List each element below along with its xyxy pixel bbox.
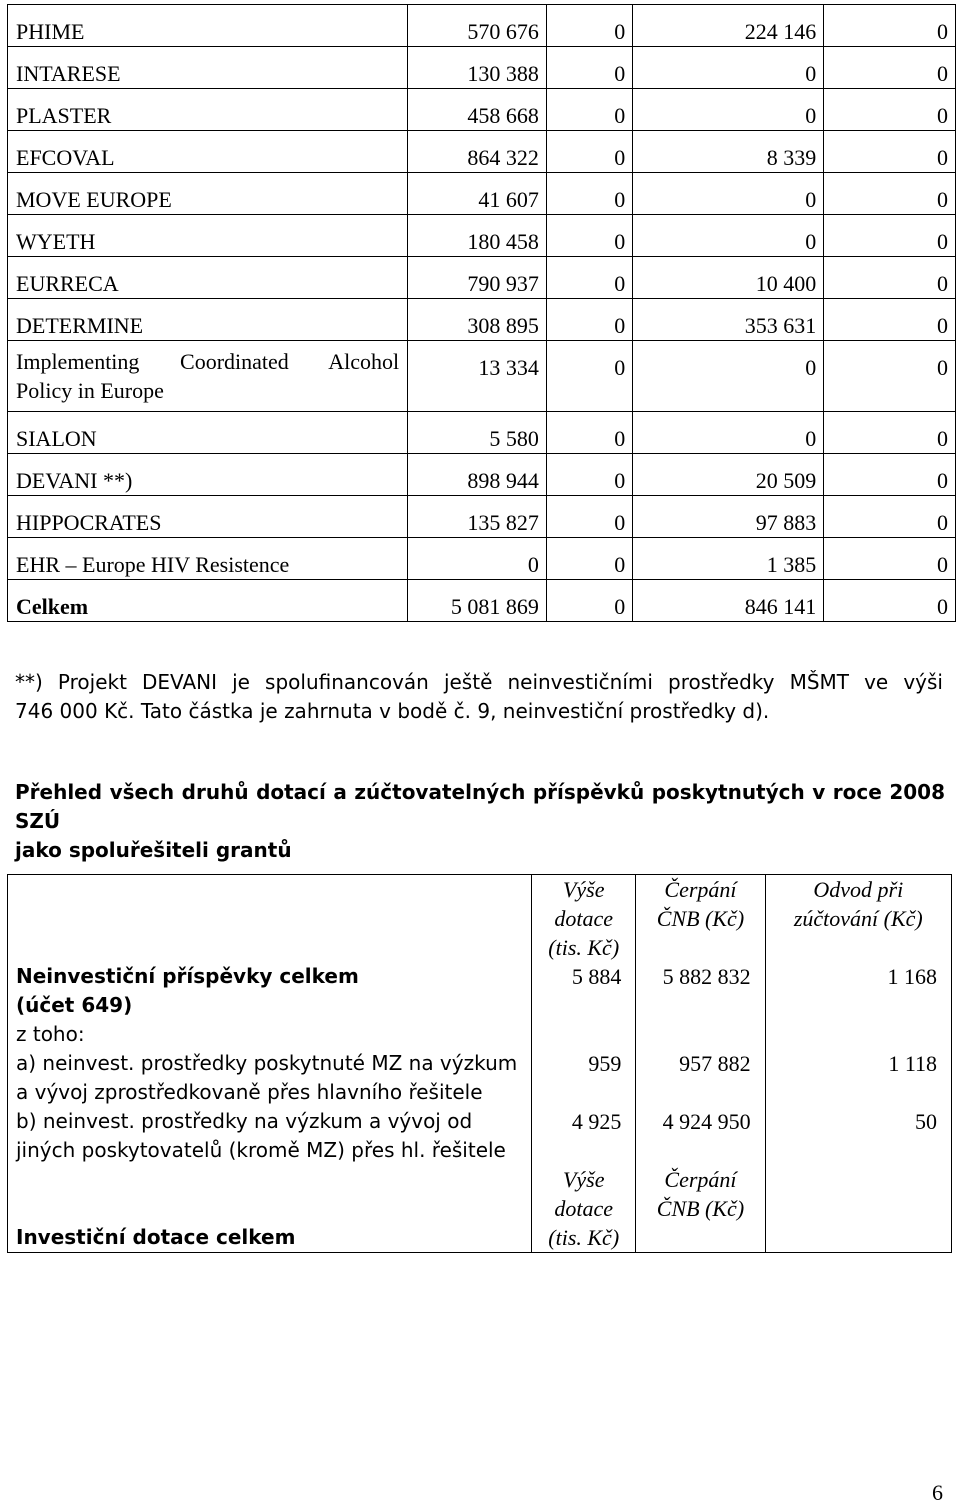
investment-label: Investiční dotace celkem (16, 1225, 296, 1249)
value-cell: 0 (824, 341, 956, 412)
value-cell: 224 146 (633, 5, 824, 47)
value-cell: 8 339 (633, 131, 824, 173)
value-cell: 0 (824, 496, 956, 538)
project-name: MOVE EUROPE (8, 173, 408, 215)
total-vyse: 5 884 (571, 964, 622, 989)
value-cell: 0 (824, 215, 956, 257)
value-cell: 97 883 (633, 496, 824, 538)
value-cell: 0 (546, 131, 632, 173)
value-cell: 864 322 (408, 131, 547, 173)
value-cell: 0 (546, 454, 632, 496)
value-cell: 135 827 (408, 496, 547, 538)
value-cell: 898 944 (408, 454, 547, 496)
total-account: (účet 649) (16, 993, 133, 1017)
value-cell: 0 (824, 538, 956, 580)
project-name: EURRECA (8, 257, 408, 299)
project-name: PHIME (8, 5, 408, 47)
project-name: EHR – Europe HIV Resistence (8, 538, 408, 580)
value-cell: 130 388 (408, 47, 547, 89)
value-cell: 0 (546, 257, 632, 299)
value-cell: 0 (824, 47, 956, 89)
project-name: EFCOVAL (8, 131, 408, 173)
table-row (8, 454, 956, 496)
table-row (8, 580, 956, 622)
total-label: Celkem (8, 580, 408, 622)
projects-table (7, 4, 956, 622)
grants-total-row (8, 962, 952, 1049)
value-cell: 0 (546, 47, 632, 89)
value-cell: 0 (546, 89, 632, 131)
col-header-cerpani: Čerpání ČNB (Kč) (636, 875, 765, 963)
grants-investment-row (8, 1165, 952, 1253)
grants-table (7, 874, 952, 1253)
value-cell: 0 (408, 538, 547, 580)
table-row (8, 496, 956, 538)
value-cell: 0 (824, 131, 956, 173)
value-cell: 0 (546, 173, 632, 215)
value-cell: 0 (824, 89, 956, 131)
value-cell: 0 (633, 47, 824, 89)
value-cell: 846 141 (633, 580, 824, 622)
value-cell: 0 (546, 496, 632, 538)
devani-footnote (15, 668, 943, 726)
value-cell: 41 607 (408, 173, 547, 215)
value-cell: 0 (824, 299, 956, 341)
value-cell: 458 668 (408, 89, 547, 131)
value-cell: 180 458 (408, 215, 547, 257)
col-header-odvod: Odvod při zúčtování (Kč) (765, 875, 951, 963)
project-name: DETERMINE (8, 299, 408, 341)
footnote-line-2: 746 000 Kč. Tato částka je zahrnuta v bodě č. 9, neinvestiční prostředky d). (15, 699, 770, 723)
value-cell: 308 895 (408, 299, 547, 341)
value-cell: 10 400 (633, 257, 824, 299)
value-cell: 0 (546, 5, 632, 47)
table-row (8, 215, 956, 257)
table-row (8, 47, 956, 89)
grants-header-row (8, 875, 952, 963)
value-cell: 0 (546, 299, 632, 341)
table-row (8, 538, 956, 580)
total-label: Neinvestiční příspěvky celkem (16, 964, 359, 988)
grants-row-b: b) neinvest. prostředky na výzkum a vývoj od jiných poskytovatelů (kromě MZ) přes hl. řešitele 4 925 4 924 950 50 (8, 1107, 952, 1165)
value-cell: 1 385 (633, 538, 824, 580)
value-cell: 570 676 (408, 5, 547, 47)
value-cell: 0 (546, 580, 632, 622)
of-which-label: z toho: (16, 1022, 85, 1046)
table-row (8, 131, 956, 173)
footnote-line-1: **) Projekt DEVANI je spolufinancován ještě neinvestičními prostředky MŠMT ve výši (15, 670, 943, 694)
value-cell: 0 (546, 341, 632, 412)
value-cell: 0 (824, 173, 956, 215)
value-cell: 0 (633, 341, 824, 412)
inv-col-header-cerpani: Čerpání ČNB (Kč) (636, 1165, 765, 1253)
value-cell: 0 (546, 538, 632, 580)
table-row (8, 341, 956, 412)
project-name: INTARESE (8, 47, 408, 89)
project-name: SIALON (8, 412, 408, 454)
value-cell: 5 580 (408, 412, 547, 454)
value-cell: 0 (633, 412, 824, 454)
table-row (8, 173, 956, 215)
grants-row-a: a) neinvest. prostředky poskytnuté MZ na výzkum a vývoj zprostředkovaně přes hlavního řešitele 959 957 882 1 118 (8, 1049, 952, 1107)
value-cell: 0 (633, 89, 824, 131)
value-cell: 353 631 (633, 299, 824, 341)
value-cell: 0 (824, 5, 956, 47)
value-cell: 0 (824, 580, 956, 622)
project-name: PLASTER (8, 89, 408, 131)
total-cerpani: 5 882 832 (662, 964, 751, 989)
value-cell: 0 (824, 257, 956, 299)
heading-line-1: Přehled všech druhů dotací a zúčtovatelných příspěvků poskytnutých v roce 2008 SZÚ (15, 780, 945, 833)
table-row (8, 412, 956, 454)
value-cell: 0 (633, 173, 824, 215)
heading-line-2: jako spoluřešiteli grantů (15, 838, 292, 862)
project-name: WYETH (8, 215, 408, 257)
value-cell: 790 937 (408, 257, 547, 299)
total-odvod: 1 168 (887, 964, 937, 989)
section-heading (15, 778, 945, 865)
value-cell: 5 081 869 (408, 580, 547, 622)
value-cell: 13 334 (408, 341, 547, 412)
project-name: DEVANI **) (8, 454, 408, 496)
table-row (8, 299, 956, 341)
inv-col-header-vyse: Výše dotace (tis. Kč) (532, 1165, 636, 1253)
col-header-vyse-dotace: Výše dotace (tis. Kč) (532, 875, 636, 963)
value-cell: 0 (546, 215, 632, 257)
value-cell: 0 (824, 412, 956, 454)
value-cell: 0 (824, 454, 956, 496)
table-row (8, 89, 956, 131)
project-name: Implementing Coordinated Alcohol Policy in Europe (8, 341, 408, 412)
project-name: HIPPOCRATES (8, 496, 408, 538)
value-cell: 0 (546, 412, 632, 454)
page-number: 6 (932, 1480, 943, 1505)
table-row (8, 257, 956, 299)
table-row (8, 5, 956, 47)
value-cell: 0 (633, 215, 824, 257)
value-cell: 20 509 (633, 454, 824, 496)
